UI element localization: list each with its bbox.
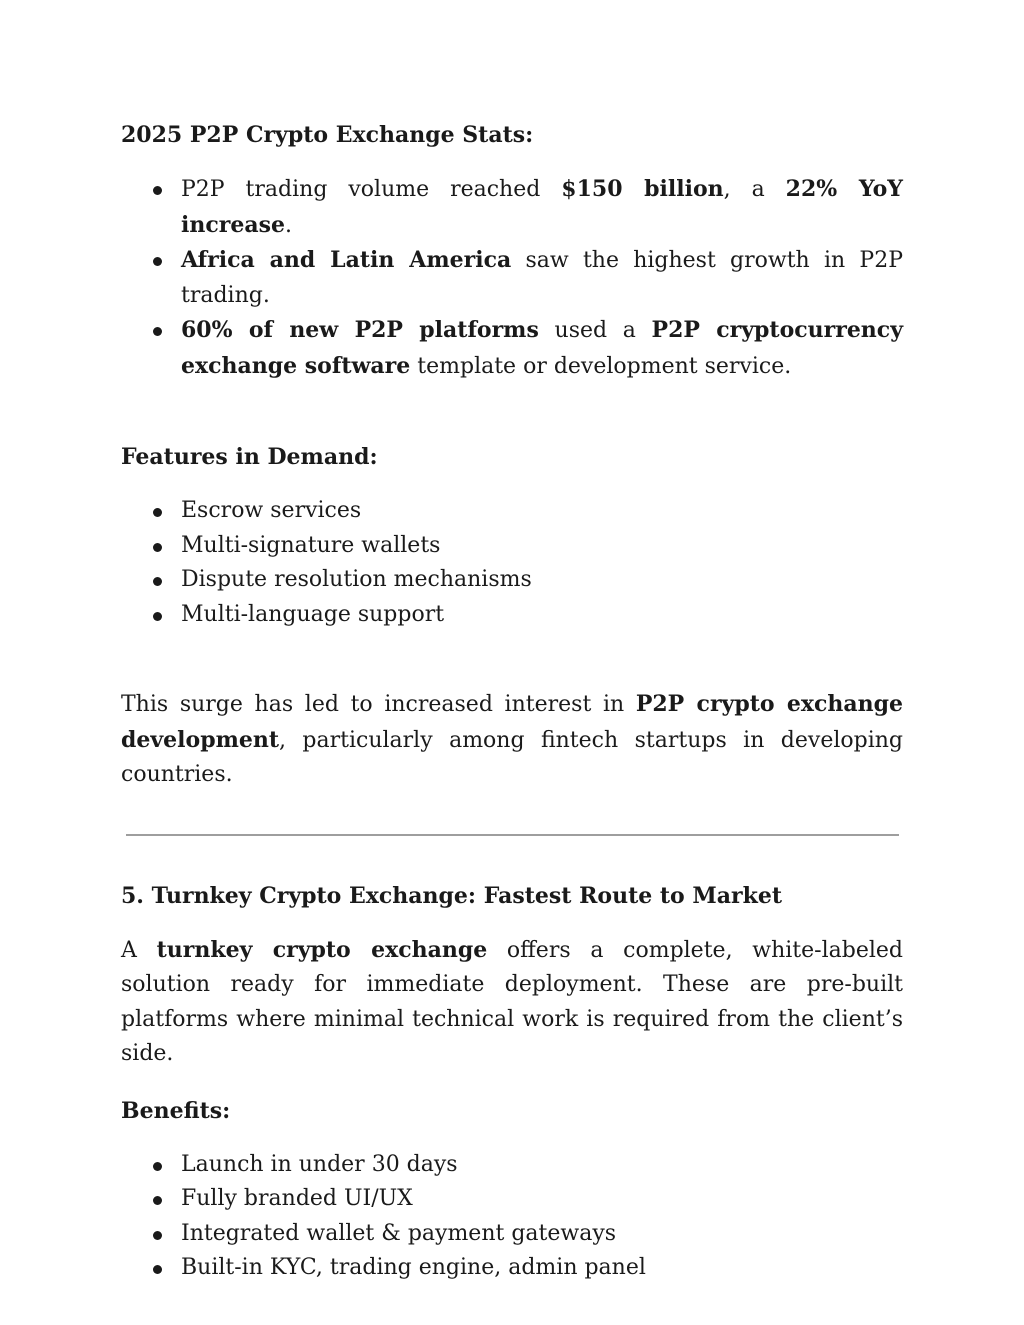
list-item: Multi-signature wallets [121, 529, 903, 564]
list-item: Escrow services [121, 494, 903, 529]
bold-text: turnkey crypto exchange [156, 936, 488, 963]
text: P2P trading volume reached [181, 177, 562, 202]
text: A [121, 937, 157, 963]
list-item: Dispute resolution mechanisms [121, 563, 903, 598]
list-item [121, 313, 903, 384]
horizontal-divider [126, 834, 899, 836]
bold-text: 22% YoY increase [181, 176, 903, 238]
list-item [121, 243, 903, 313]
turnkey-paragraph [121, 933, 903, 1072]
stats-heading: 2025 P2P Crypto Exchange Stats: [121, 122, 534, 148]
bold-text: $150 billion [561, 176, 724, 202]
stats-list [121, 172, 903, 384]
list-item: Built-in KYC, trading engine, admin panel [121, 1251, 903, 1286]
features-list [121, 494, 903, 632]
benefits-heading: Benefits: [121, 1097, 231, 1124]
list-item [121, 172, 903, 243]
list-item: Fully branded UI/UX [121, 1182, 903, 1217]
text: offers a complete, white-labeled solution ready for immediate deployment. These are pre-built platforms where minimal technical work is required from the client’s side. [121, 937, 903, 1066]
list-item: Launch in under 30 days [121, 1148, 903, 1183]
bold-text: Africa and Latin America [181, 247, 512, 273]
benefits-list [121, 1148, 903, 1286]
text: saw the highest growth in P2P trading. [181, 248, 903, 308]
features-heading: Features in Demand: [121, 444, 378, 470]
document-page [121, 118, 903, 1286]
bold-text: P2P crypto exchange development [121, 691, 903, 753]
bold-text: P2P cryptocurrency exchange software [181, 317, 903, 379]
text: This surge has led to increased interest in [121, 692, 636, 717]
turnkey-heading: 5. Turnkey Crypto Exchange: Fastest Route to Market [121, 882, 782, 909]
surge-paragraph [121, 687, 903, 793]
text: , a [723, 177, 786, 202]
list-item: Multi-language support [121, 598, 903, 633]
text: . [284, 212, 292, 238]
bold-text: 60% of new P2P platforms [181, 317, 539, 343]
text: used a [538, 318, 652, 343]
list-item: Integrated wallet & payment gateways [121, 1217, 903, 1252]
text: , particularly among fintech startups in developing countries. [121, 727, 903, 787]
text: template or development service. [410, 353, 792, 379]
